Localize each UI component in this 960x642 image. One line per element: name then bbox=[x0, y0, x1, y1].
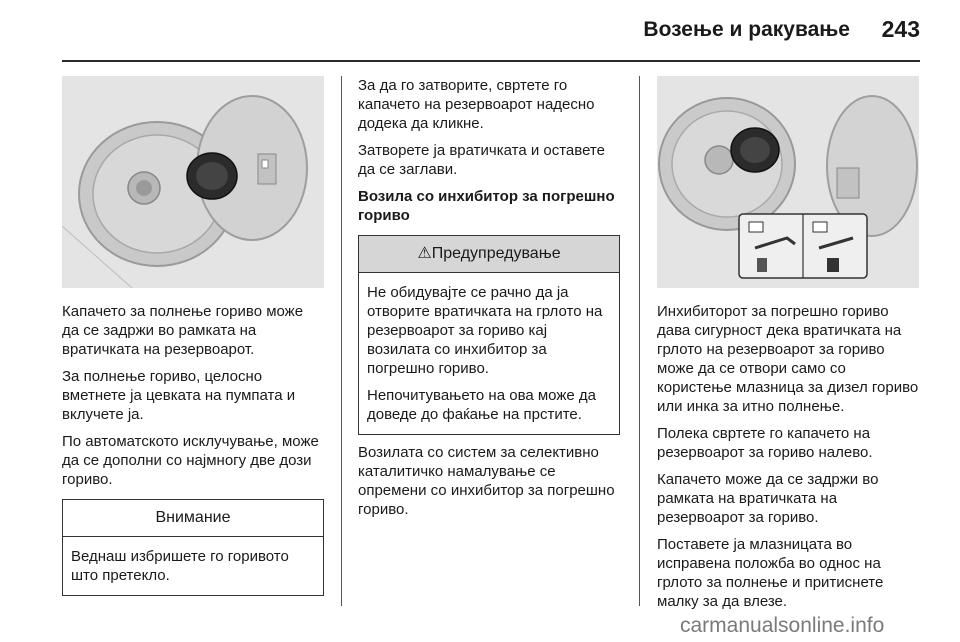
watermark: carmanualsonline.info bbox=[680, 614, 885, 637]
warning-paragraph-1: Не обидувајте се рачно да ја отворите вратичката на грлото на резервоарот за гориво кај возилата со инхибитор за погрешно гориво. bbox=[367, 284, 603, 377]
warning-box bbox=[358, 235, 620, 435]
fuel-cap-open-illustration-icon bbox=[62, 76, 324, 288]
notice-box bbox=[62, 499, 324, 596]
notice-title: Внимание bbox=[63, 500, 323, 537]
middle-paragraph-1: За да го затворите, свртете го капачето на резервоарот надесно додека да кликне. bbox=[358, 77, 595, 132]
misfuel-inhibitor-illustration-icon bbox=[657, 76, 919, 288]
notice-text: Веднаш избришете го горивото што претекло. bbox=[71, 548, 289, 584]
column-divider-2 bbox=[639, 76, 640, 606]
warning-icon: ⚠ bbox=[417, 245, 432, 262]
right-paragraph-4: Поставете ја млазницата во исправена положба во однос на грлото за полнење и притиснете малку за да влезе. bbox=[657, 536, 884, 610]
header-title: Возење и ракување bbox=[643, 18, 850, 41]
left-paragraph-2: За полнење гориво, целосно вметнете ја цевката на пумпата и вклучете ја. bbox=[62, 368, 296, 423]
header-rule bbox=[62, 60, 920, 62]
middle-subheading: Возила со инхибитор за погрешно гориво bbox=[358, 188, 615, 224]
right-paragraph-1: Инхибиторот за погрешно гориво дава сигурност дека вратичката на грлото на резервоарот за гориво може да се отвори само со користење млазница за дизел гориво или инка за итно полнење. bbox=[657, 303, 919, 415]
left-column bbox=[62, 76, 324, 604]
middle-paragraph-2: Затворете ја вратичката и оставете да се заглави. bbox=[358, 142, 605, 178]
notice-body bbox=[63, 537, 323, 595]
right-paragraph-2: Полека свртете го капачето на резервоарот за гориво налево. bbox=[657, 425, 873, 461]
right-column bbox=[657, 76, 919, 619]
right-paragraph-3: Капачето може да се задржи во рамката на вратичката на резервоарот за гориво. bbox=[657, 471, 879, 526]
middle-after-paragraph: Возилата со систем за селективно каталитичко намалување се опремени со инхибитор за погрешно гориво. bbox=[358, 444, 615, 518]
middle-column bbox=[358, 76, 620, 527]
page-number: 243 bbox=[881, 16, 920, 42]
column-divider-1 bbox=[341, 76, 342, 606]
warning-title: Предупредување bbox=[431, 245, 561, 262]
warning-paragraph-2: Непочитувањето на ова може да доведе до фаќање на прстите. bbox=[367, 387, 596, 423]
left-paragraph-3: По автоматското исклучување, може да се дополни со најмногу две дози гориво. bbox=[62, 433, 319, 488]
left-paragraph-1: Капачето за полнење гориво може да се задржи во рамката на вратичката на резервоарот. bbox=[62, 303, 304, 358]
warning-header bbox=[359, 236, 619, 273]
warning-body bbox=[359, 273, 619, 434]
